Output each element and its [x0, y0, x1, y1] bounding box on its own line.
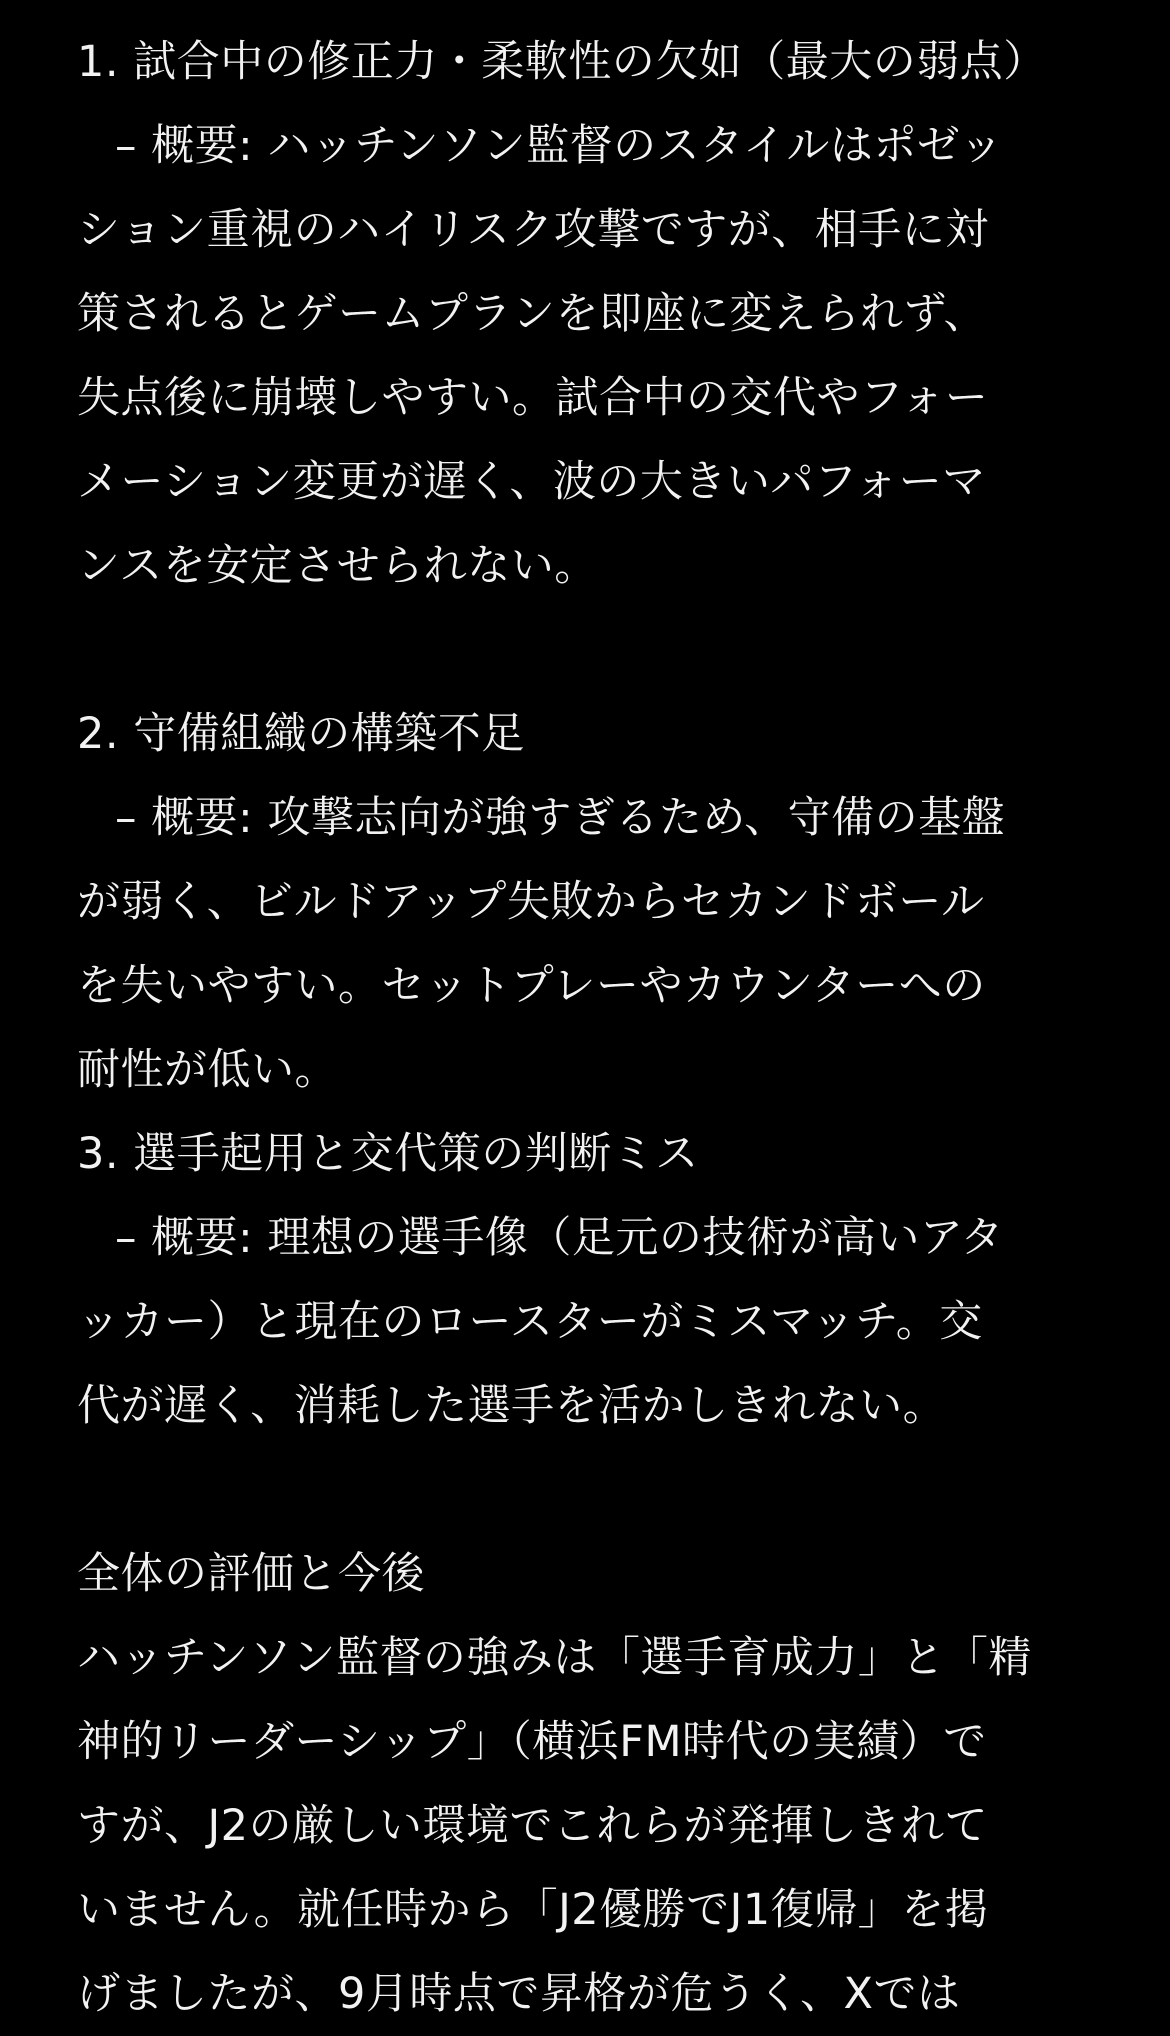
- section-1-line-3: 策されるとゲームプランを即座に変えられず、: [77, 289, 988, 339]
- summary-line-4: いません。就任時から「J2優勝でJ1復帰」を掲: [77, 1885, 989, 1935]
- section-2-line-4: 耐性が低い。: [77, 1045, 338, 1095]
- summary-line-3: すが、J2の厳しい環境でこれらが発揮しきれて: [77, 1801, 989, 1851]
- section-2-line-2: が弱く、ビルドアップ失敗からセカンドボール: [77, 877, 985, 927]
- paragraph-spacer: [77, 1448, 1102, 1532]
- section-1-heading: 1. 試合中の修正力・柔軟性の欠如（最大の弱点）: [77, 37, 1047, 87]
- section-3-heading: 3. 選手起用と交代策の判断ミス: [77, 1129, 699, 1179]
- section-3-line-1: – 概要: 理想の選手像（足元の技術が高いアタ: [115, 1213, 1004, 1263]
- section-1-line-2: ション重視のハイリスク攻撃ですが、相手に対: [77, 205, 989, 255]
- section-3-line-3: 代が遅く、消耗した選手を活かしきれない。: [77, 1381, 947, 1431]
- article-body: [77, 20, 1102, 2036]
- section-2-heading: 2. 守備組織の構築不足: [77, 709, 525, 759]
- summary-heading: 全体の評価と今後: [77, 1549, 425, 1599]
- section-2-line-3: を失いやすい。セットプレーやカウンターへの: [77, 961, 986, 1011]
- section-1-line-4: 失点後に崩壊しやすい。試合中の交代やフォー: [77, 373, 989, 423]
- summary-line-1: ハッチンソン監督の強みは「選手育成力」と「精: [77, 1633, 1032, 1683]
- section-3-line-2: ッカー）と現在のロースターがミスマッチ。交: [77, 1297, 983, 1347]
- summary-line-2: 神的リーダーシップ」（横浜FM時代の実績）で: [77, 1717, 987, 1767]
- section-1-line-6: ンスを安定させられない。: [77, 541, 598, 591]
- section-1-line-5: メーション変更が遅く、波の大きいパフォーマ: [77, 457, 986, 507]
- summary-line-5: げましたが、9月時点で昇格が危うく、Xでは: [77, 1969, 961, 2019]
- paragraph-spacer: [77, 608, 1102, 692]
- section-2-line-1: – 概要: 攻撃志向が強すぎるため、守備の基盤: [115, 793, 1006, 843]
- section-1-line-1: – 概要: ハッチンソン監督のスタイルはポゼッ: [115, 121, 1003, 171]
